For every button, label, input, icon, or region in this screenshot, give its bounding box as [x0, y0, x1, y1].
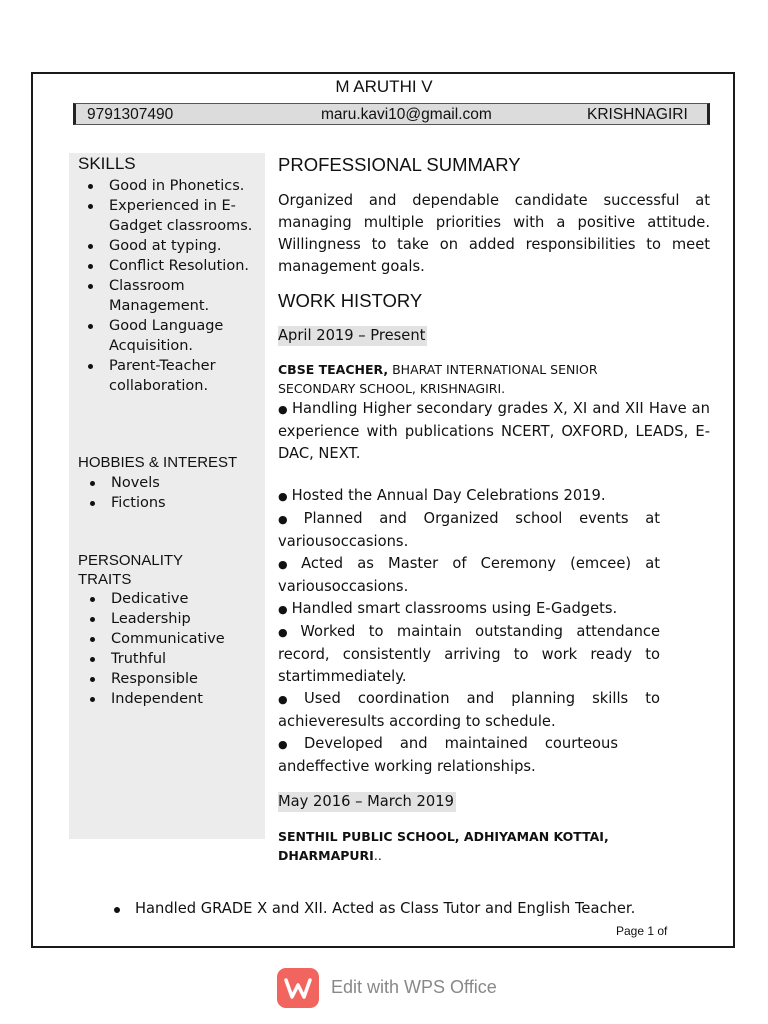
hobbies-heading: HOBBIES & INTEREST — [78, 454, 238, 471]
traits-heading-line2: TRAITS — [78, 571, 132, 588]
skills-heading: SKILLS — [78, 154, 136, 173]
traits-heading — [78, 551, 183, 589]
list-item: Good Language Acquisition. — [78, 316, 263, 356]
phone-number: 9791307490 — [87, 106, 174, 123]
list-item: Communicative — [80, 629, 263, 649]
email-address: maru.kavi10@gmail.com — [321, 106, 492, 123]
list-item: Responsible — [80, 669, 263, 689]
list-item: Novels — [80, 473, 263, 493]
list-item: Independent — [80, 689, 263, 709]
job1-role: CBSE TEACHER, — [278, 362, 389, 377]
list-item: Truthful — [80, 649, 263, 669]
job2-bullet-text: Handled GRADE X and XII. Acted as Class Tutor and English Teacher. — [135, 900, 636, 917]
list-item: ● Developed and maintained courteous andeffective working relationships. — [278, 735, 618, 775]
summary-text: Organized and dependable candidate successful at managing multiple priorities with a positive attitude. Willingness to take on added responsibilities to meet management goals. — [278, 192, 710, 275]
job2-employer: SENTHIL PUBLIC SCHOOL, ADHIYAMAN KOTTAI, DHARMAPURI — [278, 829, 609, 863]
page-number: Page 1 of — [616, 924, 668, 938]
traits-list — [80, 589, 263, 709]
list-item: ● Hosted the Annual Day Celebrations 2019. — [278, 487, 606, 504]
job1-title — [278, 360, 658, 398]
list-item: Leadership — [80, 609, 263, 629]
job1-bullets — [278, 485, 710, 778]
list-item: Experienced in E-Gadget classrooms. — [78, 196, 263, 236]
traits-heading-line1: PERSONALITY — [78, 552, 184, 569]
contact-bar — [73, 103, 710, 125]
candidate-name: M ARUTHI V — [335, 77, 433, 96]
summary-heading: PROFESSIONAL SUMMARY — [278, 154, 521, 175]
wps-logo-icon — [277, 968, 319, 1008]
list-item: ● Planned and Organized school events at variousoccasions. — [278, 510, 660, 550]
job1-date: April 2019 – Present — [278, 327, 426, 344]
job1-lead-text: Handling Higher secondary grades X, XI and XII Have an experience with publications NCERT, OXFORD, LEADS, E-DAC, NEXT. — [278, 400, 710, 462]
job1-employer: BHARAT INTERNATIONAL SENIOR SECONDARY SCHOOL, KRISHNAGIRI. — [278, 362, 598, 396]
list-item: Fictions — [80, 493, 263, 513]
job1-date-wrap — [278, 326, 710, 346]
wps-edit-banner[interactable] — [277, 968, 517, 1008]
job2-employer-block — [278, 827, 618, 865]
location: KRISHNAGIRI — [587, 106, 688, 123]
list-item: ● Acted as Master of Ceremony (emcee) at variousoccasions. — [278, 555, 660, 595]
wps-edit-label: Edit with WPS Office — [331, 977, 497, 997]
list-item: Good at typing. — [78, 236, 263, 256]
list-item: Good in Phonetics. — [78, 176, 263, 196]
job1-lead-bullet: ● Handling Higher secondary grades X, XI and XII Have an experience with publications NCERT, OXFORD, LEADS, E-DAC, NEXT. — [278, 400, 710, 462]
list-item: ● Worked to maintain outstanding attendance record, consistently arriving to work ready to startimmediately. — [278, 623, 660, 685]
hobbies-list — [80, 473, 263, 513]
list-item: Classroom Management. — [78, 276, 263, 316]
list-item: ● Used coordination and planning skills to achieveresults according to schedule. — [278, 690, 660, 730]
job2-bullet — [115, 900, 635, 917]
skills-list — [78, 176, 263, 396]
job2-employer-suffix: .. — [373, 848, 382, 863]
list-item: Parent-Teacher collaboration. — [78, 356, 263, 396]
list-item: ● Handled smart classrooms using E-Gadgets. — [278, 600, 618, 617]
list-item: Dedicative — [80, 589, 263, 609]
work-history-heading: WORK HISTORY — [278, 290, 423, 311]
job2-date-wrap — [278, 792, 710, 812]
list-item: Conflict Resolution. — [78, 256, 263, 276]
job2-date: May 2016 – March 2019 — [278, 793, 454, 810]
